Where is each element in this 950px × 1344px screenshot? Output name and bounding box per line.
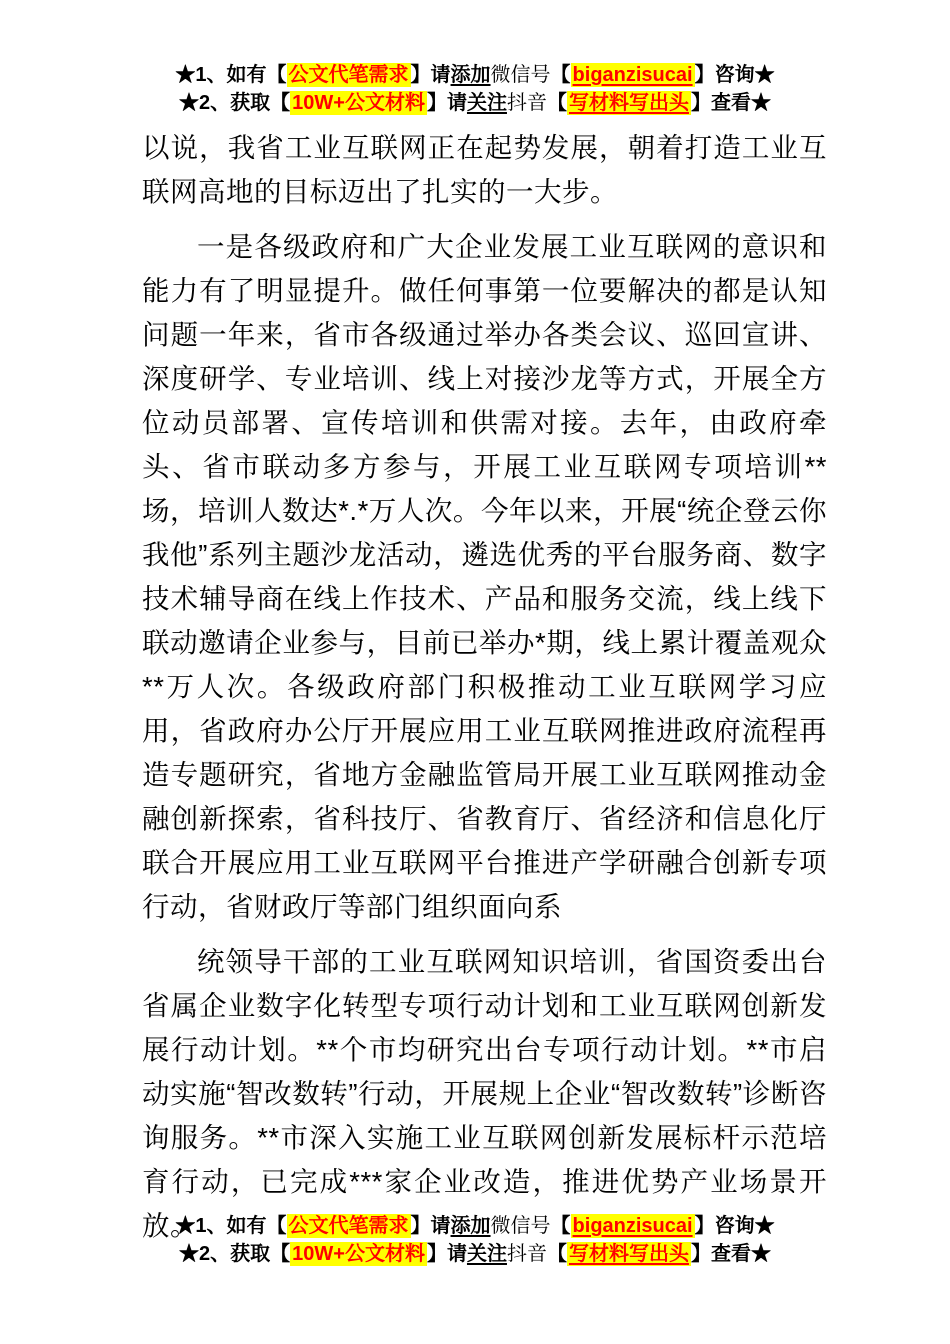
- underlined-word: 关注: [466, 91, 507, 114]
- promo-footer-line2: [0, 1241, 950, 1269]
- promo-header-line2: [0, 90, 950, 118]
- star-suffix: 】咨询★: [694, 1215, 775, 1237]
- underlined-word: 添加: [450, 1215, 491, 1237]
- star-prefix: ★1、如有【: [175, 1215, 287, 1237]
- star-prefix: ★2、获取【: [179, 1242, 291, 1265]
- star-suffix: 】查看★: [690, 1242, 771, 1265]
- highlight-keyword: 公文代笔需求: [288, 1215, 409, 1237]
- promo-header: [0, 62, 950, 117]
- body-paragraph: 一是各级政府和广大企业发展工业互联网的意识和能力有了明显提升。做任何事第一位要解决的都是认知问题一年来，省市各级通过举办各类会议、巡回宣讲、深度研学、专业培训、线上对接沙龙等方式，开展全方位动员部署、宣传培训和供需对接。去年，由政府牵头、省市联动多方参与，开展工业互联网专项培训**场，培训人数达*.*万人次。今年以来，开展“统企登云你我他”系列主题沙龙活动，遴选优秀的平台服务商、数字技术辅导商在线上作技术、产品和服务交流，线上线下联动邀请企业参与，目前已举办*期，线上累计覆盖观众**万人次。各级政府部门积极推动工业互联网学习应用，省政府办公厅开展应用工业互联网推进政府流程再造专题研究，省地方金融监管局开展工业互联网推动金融创新探索，省科技厅、省教育厅、省经济和信息化厅联合开展应用工业互联网平台推进产学研融合创新专项行动，省财政厅等部门组织面向系: [142, 231, 827, 922]
- highlight-wechat-id: biganzisucai: [572, 1215, 693, 1237]
- highlight-wechat-id: biganzisucai: [572, 64, 693, 86]
- document-body: [142, 126, 827, 1259]
- star-prefix: ★2、获取【: [179, 91, 291, 114]
- underlined-word: 添加: [450, 64, 491, 86]
- plain-text: 】请: [426, 1242, 467, 1265]
- plain-text: 抖音: [506, 1242, 547, 1265]
- plain-text: 【: [546, 1242, 567, 1265]
- promo-header-line1: [0, 62, 950, 90]
- body-paragraph: 以说，我省工业互联网正在起势发展，朝着打造工业互联网高地的目标迈出了扎实的一大步。: [142, 132, 827, 207]
- plain-text: 【: [550, 1215, 571, 1237]
- promo-footer-line1: [0, 1213, 950, 1241]
- body-paragraph: 统领导干部的工业互联网知识培训，省国资委出台省属企业数字化转型专项行动计划和工业互联网创新发展行动计划。**个市均研究出台专项行动计划。**市启动实施“智改数转”行动，开展规上企业“智改数转”诊断咨询服务。**市深入实施工业互联网创新发展标杆示范培育行动，已完成***家企业改造，推进优势产业场景开放。: [142, 946, 827, 1241]
- plain-text: 】请: [410, 1215, 451, 1237]
- underlined-word: 关注: [466, 1242, 507, 1265]
- star-suffix: 】查看★: [690, 91, 771, 114]
- plain-text: 抖音: [506, 91, 547, 114]
- plain-text: 微信号: [490, 1215, 551, 1237]
- plain-text: 【: [550, 64, 571, 86]
- highlight-keyword: 公文代笔需求: [288, 64, 409, 86]
- highlight-douyin-id: 写材料写出头: [568, 1242, 689, 1265]
- plain-text: 微信号: [490, 64, 551, 86]
- highlight-keyword: 10W+公文材料: [292, 1242, 425, 1265]
- plain-text: 【: [546, 91, 567, 114]
- highlight-douyin-id: 写材料写出头: [568, 91, 689, 114]
- star-prefix: ★1、如有【: [175, 64, 287, 86]
- star-suffix: 】咨询★: [694, 64, 775, 86]
- highlight-keyword: 10W+公文材料: [292, 91, 425, 114]
- plain-text: 】请: [426, 91, 467, 114]
- promo-footer: [0, 1213, 950, 1268]
- plain-text: 】请: [410, 64, 451, 86]
